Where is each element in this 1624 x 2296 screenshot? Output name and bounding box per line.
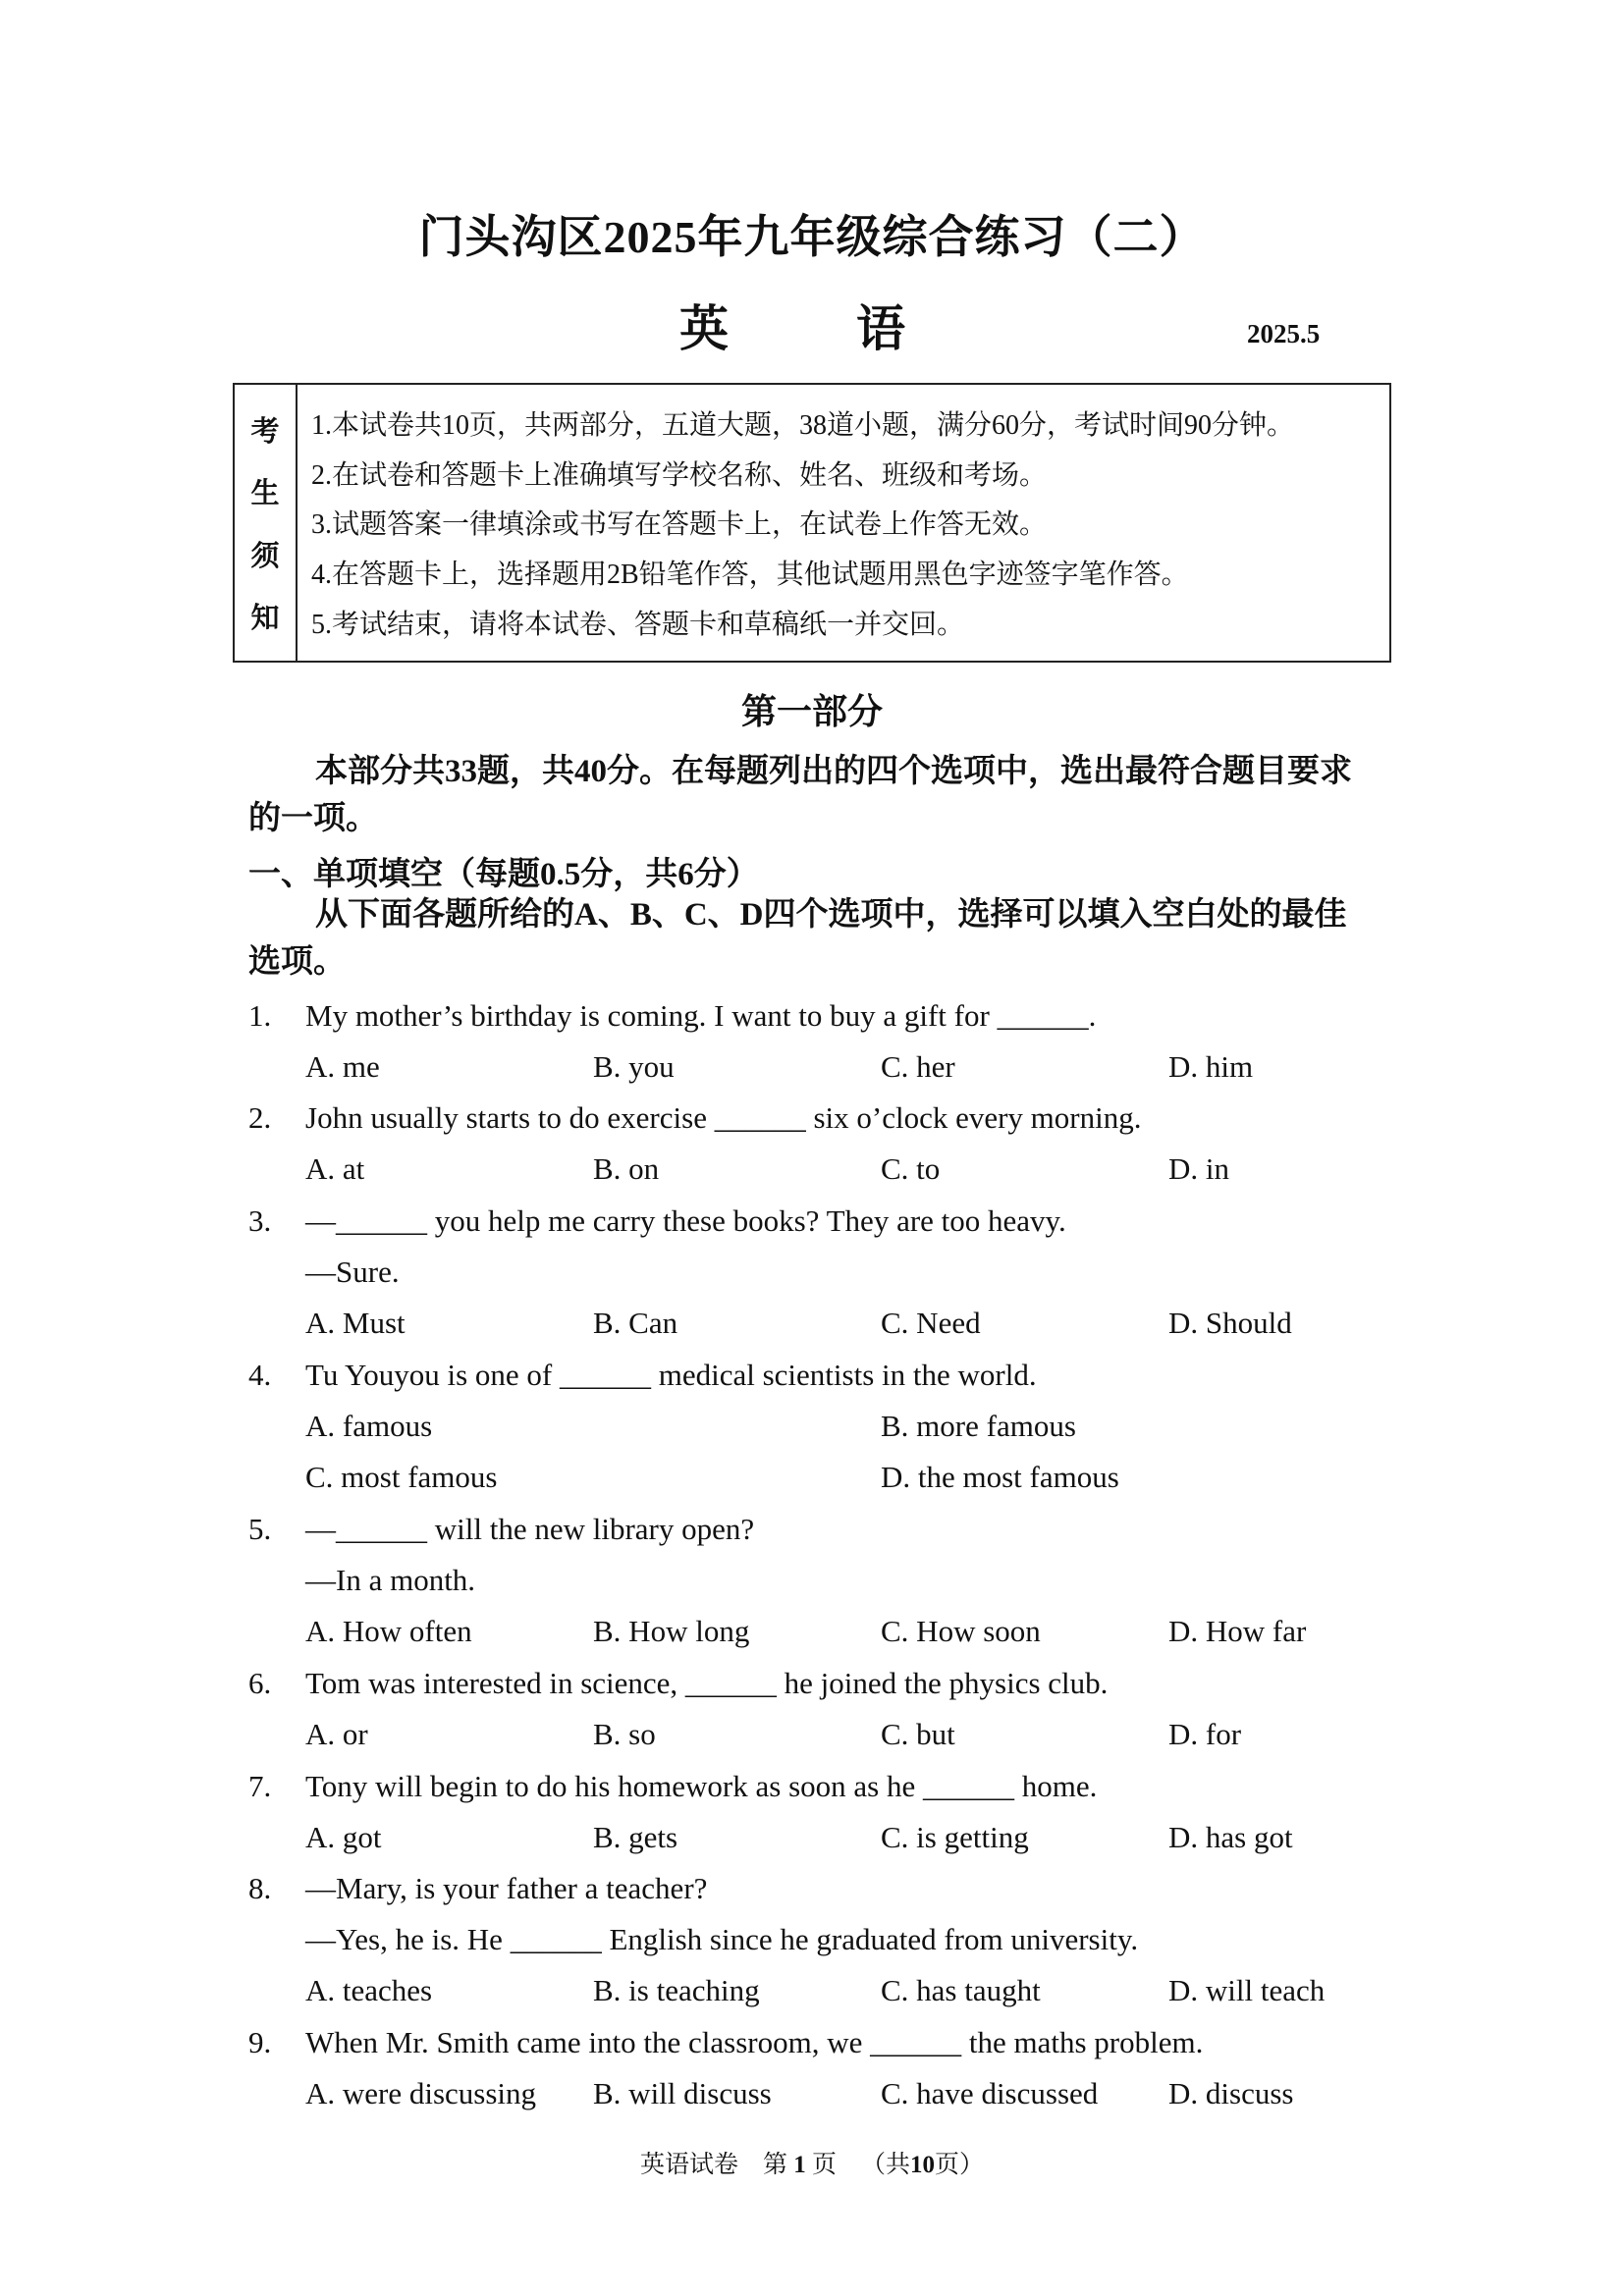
- footer-total-suffix: 页）: [935, 2152, 985, 2178]
- options-row: [305, 1614, 1385, 1653]
- option: C. is getting: [881, 1820, 1029, 1854]
- notice-label-char: 考: [250, 416, 280, 449]
- options-row: [305, 1151, 1385, 1191]
- options-row: [305, 1409, 1385, 1448]
- option: A. were discussing: [305, 2076, 537, 2110]
- question-text: Tom was interested in science, ______ he joined the physics club.: [305, 1666, 1109, 1700]
- option: A. How often: [305, 1614, 472, 1648]
- notice-item: 2.在试卷和答题卡上准确填写学校名称、姓名、班级和考场。: [311, 459, 1048, 491]
- notice-label-char: 知: [250, 602, 280, 634]
- question-number: 9.: [248, 2025, 272, 2059]
- question-text: —______ you help me carry these books? They are too heavy.: [305, 1203, 1066, 1238]
- question-number: 8.: [248, 1871, 272, 1905]
- question-text-line2: —Yes, he is. He ______ English since he graduated from university.: [305, 1922, 1139, 1956]
- section-title: 一、单项填空（每题0.5分，共6分）: [248, 857, 759, 892]
- option: B. is teaching: [593, 1973, 760, 2007]
- option: A. me: [305, 1049, 380, 1084]
- options-row: [305, 1306, 1385, 1345]
- options-row: [305, 1820, 1385, 1859]
- notice-box: [233, 383, 1391, 663]
- question-number: 2.: [248, 1100, 272, 1135]
- option: B. more famous: [881, 1409, 1076, 1443]
- option: C. Need: [881, 1306, 981, 1340]
- option: D. How far: [1168, 1614, 1307, 1648]
- notice-item: 5.考试结束，请将本试卷、答题卡和草稿纸一并交回。: [311, 609, 965, 640]
- exam-title: 门头沟区2025年九年级综合练习（二）: [418, 212, 1206, 262]
- question-number: 5.: [248, 1512, 272, 1546]
- footer-page-number: 1: [793, 2152, 806, 2178]
- option: D. him: [1168, 1049, 1254, 1084]
- option: A. got: [305, 1820, 382, 1854]
- question-text: Tu Youyou is one of ______ medical scientists in the world.: [305, 1358, 1037, 1392]
- option: A. teaches: [305, 1973, 433, 2007]
- section-instr-line: 从下面各题所给的A、B、C、D四个选项中，选择可以填入空白处的最佳: [315, 897, 1347, 933]
- option: C. but: [881, 1717, 955, 1751]
- notice-item: 1.本试卷共10页，共两部分，五道大题，38道小题，满分60分，考试时间90分钟。: [311, 410, 1295, 442]
- option: D. the most famous: [881, 1460, 1119, 1494]
- notice-items: [298, 385, 1389, 661]
- option: B. will discuss: [593, 2076, 772, 2110]
- section-instr-line: 选项。: [248, 944, 346, 980]
- question-text: —______ will the new library open?: [305, 1512, 755, 1546]
- option: A. at: [305, 1151, 365, 1186]
- option: B. on: [593, 1151, 660, 1186]
- question-text: When Mr. Smith came into the classroom, we ______ the maths problem.: [305, 2025, 1204, 2059]
- options-row: [305, 1460, 1385, 1499]
- option: B. gets: [593, 1820, 678, 1854]
- notice-label-char: 须: [250, 540, 280, 572]
- question-text: Tony will begin to do his homework as soon as he ______ home.: [305, 1769, 1098, 1803]
- option: C. has taught: [881, 1973, 1041, 2007]
- option: B. so: [593, 1717, 656, 1751]
- option: D. will teach: [1168, 1973, 1326, 2007]
- exam-subject: 英 语: [679, 301, 945, 356]
- exam-date: 2025.5: [1247, 319, 1321, 348]
- option: B. How long: [593, 1614, 750, 1648]
- part-intro: [248, 748, 1387, 842]
- notice-item: 3.试题答案一律填涂或书写在答题卡上，在试卷上作答无效。: [311, 509, 1048, 541]
- option: D. has got: [1168, 1820, 1293, 1854]
- part-title: 第一部分: [740, 692, 883, 731]
- option: A. or: [305, 1717, 368, 1751]
- question-number: 7.: [248, 1769, 272, 1803]
- footer-total-prefix: （共: [861, 2152, 911, 2178]
- question-text: My mother’s birthday is coming. I want to buy a gift for ______.: [305, 998, 1097, 1033]
- option: D. for: [1168, 1717, 1242, 1751]
- option: C. most famous: [305, 1460, 498, 1494]
- options-row: [305, 1717, 1385, 1756]
- part-intro-line: 本部分共33题，共40分。在每题列出的四个选项中，选出最符合题目要求: [315, 754, 1352, 789]
- option: B. Can: [593, 1306, 678, 1340]
- options-row: [305, 1973, 1385, 2012]
- question-text: —Mary, is your father a teacher?: [305, 1871, 708, 1905]
- notice-item: 4.在答题卡上，选择题用2B铅笔作答，其他试题用黑色字迹签字笔作答。: [311, 560, 1189, 591]
- footer-subject: 英语试卷: [639, 2152, 738, 2178]
- option: C. her: [881, 1049, 955, 1084]
- footer-page-prefix: 第: [762, 2152, 787, 2178]
- question-text-line2: —In a month.: [305, 1563, 476, 1597]
- options-row: [305, 2076, 1385, 2115]
- question-text: John usually starts to do exercise ______ six o’clock every morning.: [305, 1100, 1142, 1135]
- question-number: 4.: [248, 1358, 272, 1392]
- option: D. in: [1168, 1151, 1229, 1186]
- option: A. famous: [305, 1409, 433, 1443]
- footer-page-suffix: 页: [811, 2152, 837, 2178]
- question-number: 3.: [248, 1203, 272, 1238]
- notice-label-char: 生: [250, 478, 280, 510]
- section-instructions: [248, 891, 1387, 986]
- option: C. How soon: [881, 1614, 1041, 1648]
- options-row: [305, 1049, 1385, 1089]
- option: D. discuss: [1168, 2076, 1294, 2110]
- page-footer: [0, 2145, 1624, 2180]
- option: D. Should: [1168, 1306, 1292, 1340]
- part-intro-line: 的一项。: [248, 801, 378, 836]
- option: C. to: [881, 1151, 941, 1186]
- notice-label: [235, 385, 298, 661]
- option: B. you: [593, 1049, 675, 1084]
- question-number: 1.: [248, 998, 272, 1033]
- footer-total-pages: 10: [910, 2152, 936, 2178]
- question-number: 6.: [248, 1666, 272, 1700]
- option: A. Must: [305, 1306, 406, 1340]
- question-text-line2: —Sure.: [305, 1255, 400, 1289]
- option: C. have discussed: [881, 2076, 1099, 2110]
